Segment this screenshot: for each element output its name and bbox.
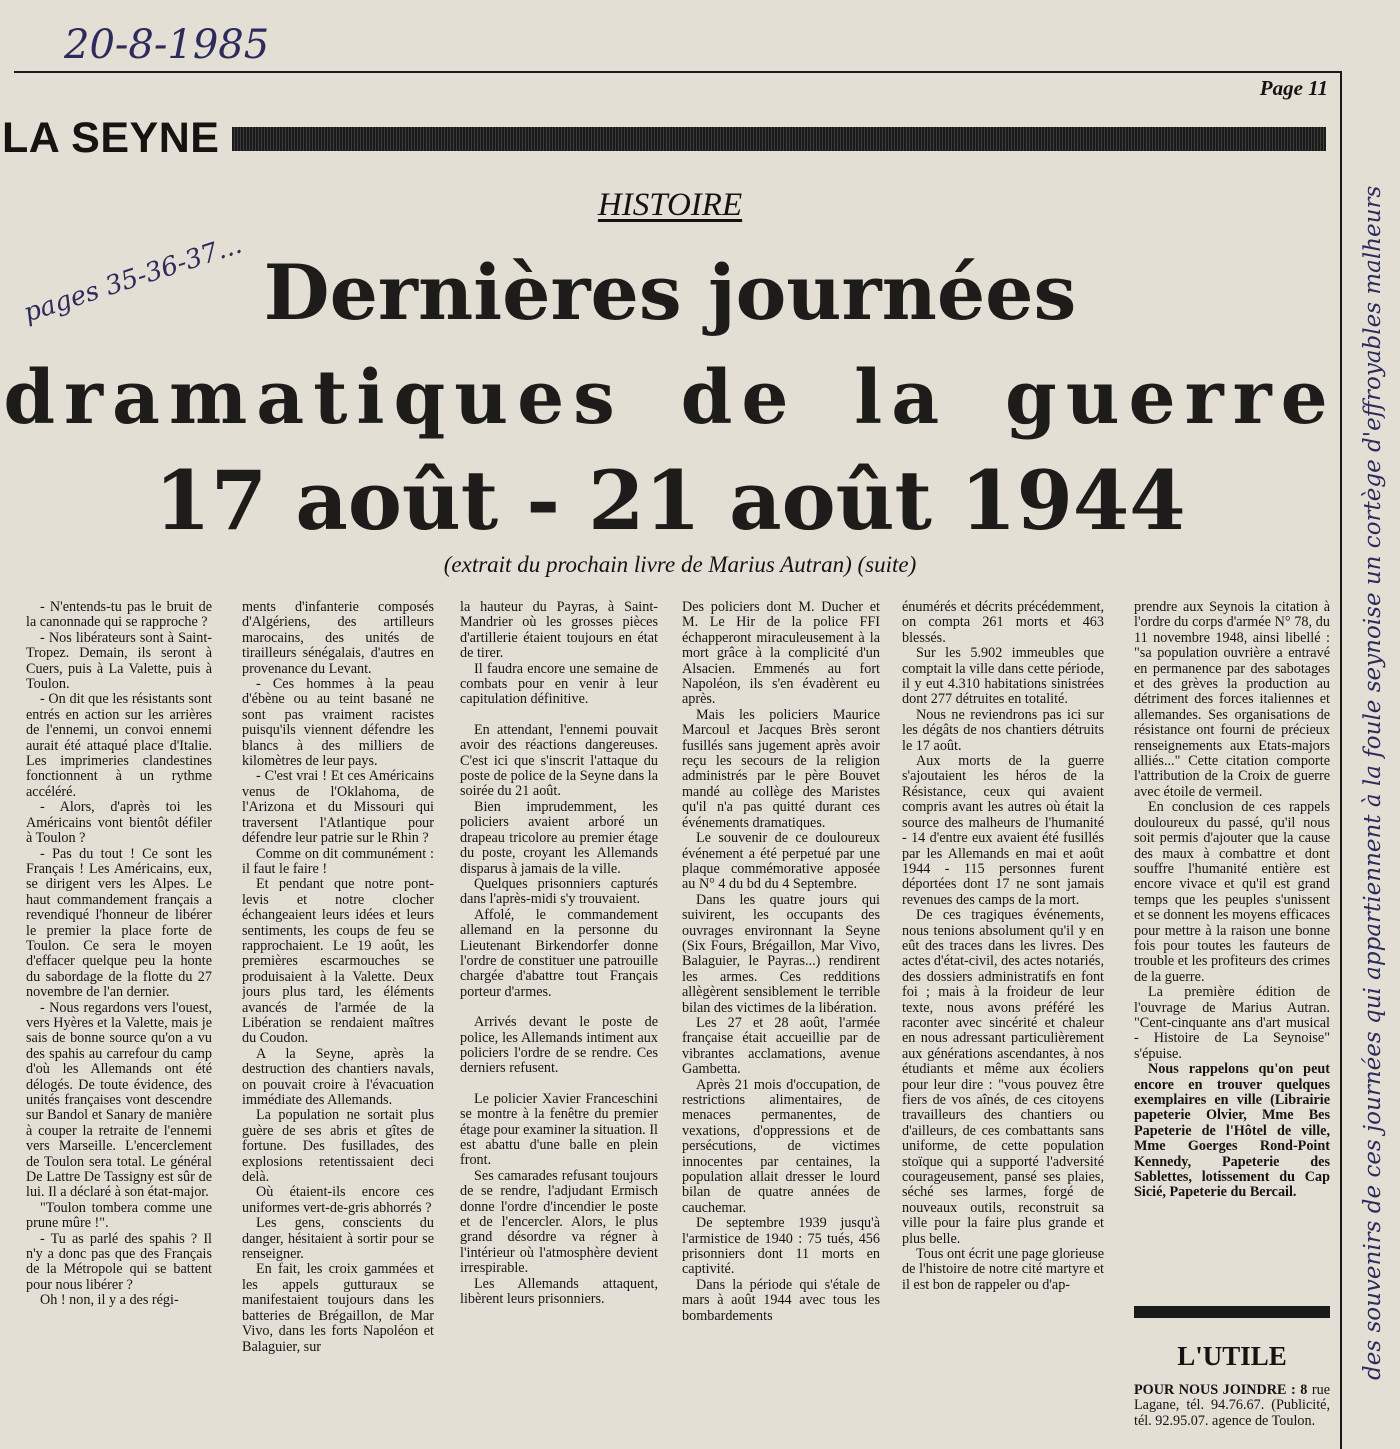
paragraph: Ses camarades refusant toujours de se rendre, l'adjudant Ermisch donne l'ordre d'incendier le poste et de l'encercler. Alors, le plus grand désordre va régner à l'intérieur où l'atmosphère devient irrespirable.: [460, 1167, 658, 1277]
section-bar: [232, 127, 1326, 151]
paragraph: Tous ont écrit une page glorieuse de l'histoire de notre cité martyre et il est bon de rappeler ou d'ap-: [902, 1246, 1104, 1293]
headline-line-1: Dernières journées: [263, 248, 1077, 337]
article-subtitle: (extrait du prochain livre de Marius Autran) (suite): [443, 552, 917, 577]
paragraph: Dans les quatre jours qui suivirent, les occupants des ouvrages environnant la Seyne (Six Fours, Brégaillon, Mar Vivo, Balaguier, le Payras...) rendirent les armes. Ces redditions allègèrent sensiblement le terrible bilan des victimes de la libération.: [682, 891, 880, 1016]
paragraph: - Ces hommes à la peau d'ébène ou au teint basané ne sont pas vraiment racistes puisqu'ils viennent défendre les blancs à des milliers de kilomètres de leur pays.: [242, 676, 434, 770]
paragraph: Les gens, conscients du danger, hésitaient à sortir pour se renseigner.: [242, 1215, 434, 1263]
handwritten-margin-note: des souvenirs de ces journées qui appartiennent à la foule seynoise un cortège d'effroyables malheurs: [1360, 185, 1386, 1380]
paragraph: Quelques prisonniers capturés dans l'après-midi s'y trouvaient.: [460, 875, 658, 908]
paragraph: Affolé, le commandement allemand en la personne du Lieutenant Birkendorfer donne l'ordre de constituer une patrouille chargée d'abattre tout Français porteur d'armes.: [460, 906, 658, 1000]
paragraph: Dans la période qui s'étale de mars à août 1944 avec tous les bombardements: [682, 1276, 880, 1324]
article-kicker: [0, 186, 1340, 224]
paragraph: Et pendant que notre pont-levis et notre clocher échangeaient leurs idées et leurs sentiments, les coups de feu se rapprochaient. Le 19 août, les premières escarmouches se produisaient à la Valette. Deux jours plus tard, les éléments avancés de l'armée de la Libération se rendaient maîtres du Coudon.: [242, 876, 434, 1047]
top-rule: [14, 71, 1342, 73]
paragraph: - Tu as parlé des spahis ? Il n'y a donc pas que des Français de la Métropole qui se battent pour nous libérer ?: [26, 1230, 212, 1293]
paragraph: La première édition de l'ouvrage de Marius Autran. "Cent-cinquante ans d'art musical - Histoire de La Seynoise" s'épuise.: [1134, 984, 1330, 1062]
article-column-3: [460, 600, 658, 1449]
article-column-2: [242, 600, 434, 1449]
paragraph: Oh ! non, il y a des régi-: [40, 1292, 179, 1309]
paragraph: En fait, les croix gammées et les appels gutturaux se manifestaient toujours dans les batteries de Brégaillon, de Mar Vivo, dans les forts Napoléon et Balaguier, sur: [242, 1261, 434, 1355]
paragraph: "Toulon tombera comme une prune mûre !".: [26, 1199, 212, 1232]
paragraph: Il faudra encore une semaine de combats pour en venir à leur capitulation définitive.: [460, 660, 658, 708]
paragraph: Où étaient-ils encore ces uniformes vert-de-gris abhorrés ?: [242, 1184, 434, 1216]
paragraph: Le souvenir de ce douloureux événement a été perpetué par une plaque commémorative apposée au N° 4 du bd du 4 Septembre.: [682, 830, 880, 893]
paragraph: - Nous regardons vers l'ouest, vers Hyères et la Valette, mais je sais de bonne source qu'on a vu des spahis au carrefour du camp d'où les Allemands ont été délogés. De toute évidence, des unités françaises vont descendre sur Bandol et Sanary de manière à couper la retraite de l'ennemi vers Marseille. L'encerclement de Toulon sera total. Le général De Lattre De Tassigny est sûr de lui. Il a déclaré à son état-major.: [26, 999, 212, 1201]
paragraph: Les 27 et 28 août, l'armée française était accueillie par de vibrantes acclamations, avenue Gambetta.: [682, 1014, 880, 1078]
paragraph: En attendant, l'ennemi pouvait avoir des réactions dangereuses. C'est ici que s'inscrit l'attaque du poste de police de la Seyne dans la soirée du 21 août.: [460, 721, 658, 800]
article-column-4: [682, 600, 880, 1449]
article-column-5: [902, 600, 1104, 1449]
section-title: LA SEYNE: [2, 114, 220, 162]
right-rule: [1340, 71, 1342, 1449]
paragraph: la hauteur du Payras, à Saint-Mandrier où les grosses pièces d'artillerie étaient toujours en état de tirer.: [460, 600, 658, 662]
paragraph: énumérés et décrits précédemment, on compta 261 morts et 463 blessés.: [902, 600, 1104, 646]
box-text: [1134, 1383, 1330, 1429]
paragraph: Après 21 mois d'occupation, de restrictions alimentaires, de menaces permanentes, de vexations, d'oppressions et de persécutions, de victimes innocentes par centaines, la population allait dresser le lourd bilan de quatre années de cauchemar.: [682, 1076, 880, 1216]
paragraph: - C'est vrai ! Et ces Américains venus de l'Oklahoma, de l'Arizona et du Missouri qui traversent l'Atlantique pour défendre leur patrie sur le Rhin ?: [242, 768, 434, 847]
paragraph: Sur les 5.902 immeubles que comptait la ville dans cette période, il y eut 4.310 habitations sinistrées dont 277 détruites en totalité.: [902, 645, 1104, 708]
paragraph: - On dit que les résistants sont entrés en action sur les arrières de l'ennemi, un convoi ennemi aurait été attaqué place d'Italie. Les imprimeries clandestines fonctionnent à un rythme accéléré.: [26, 691, 212, 800]
paragraph: Nous rappelons qu'on peut encore en trouver quelques exemplaires en ville (Librairie papeterie Olvier, Mme Bes Papeterie de l'Hôtel de ville, Mme Goerges Rond-Point Kennedy, Papeterie des Sablettes, lotissement du Cap Sicié, Papeterie du Bercail.: [1134, 1061, 1330, 1201]
paragraph: A la Seyne, après la destruction des chantiers navals, on pouvait croire à l'évacuation immédiate des Allemands.: [242, 1045, 434, 1108]
paragraph: - Pas du tout ! Ce sont les Français ! Les Américains, eux, se dirigent vers les Alpes. Le haut commandement français a revendiqué l'honneur de libérer le premier la place forte de Toulon. Ce sera le moyen d'effacer quelque peu la honte du sabordage de la flotte du 27 novembre de l'an dernier.: [26, 845, 212, 1001]
box-title: L'UTILE: [1177, 1341, 1287, 1371]
paragraph: Nous ne reviendrons pas ici sur les dégâts de nos chantiers détruits le 17 août.: [902, 706, 1104, 754]
headline-line-2: dramatiques de la guerre: [3, 355, 1337, 441]
paragraph: - N'entends-tu pas le bruit de la canonnade qui se rapproche ?: [26, 600, 212, 631]
paragraph: De ces tragiques événements, nous tenions absolument qu'il y en eût des traces dans les livres. Des actes d'état-civil, des actes notariés, des dossiers administratifs en font foi ; mais à la froideur de leur texte, nous avons préféré les raconter avec sincérité et chaleur en nous adressant particulièrement aux générations ascendantes, à nos étudiants et même aux écoliers pour leur dire : "vous pouvez être fiers de vos aînés, de ces citoyens travailleurs des chantiers ou d'ailleurs, de ces combattants sans uniforme, de cette population stoïque qui a supporté l'adversité courageusement, pansé ses plaies, séché ses larmes, forgé de nouveaux outils, reconstruit sa ville pour la faire plus grande et plus belle.: [902, 907, 1104, 1247]
paragraph: - Nos libérateurs sont à Saint-Tropez. Demain, ils seront à Cuers, puis à La Valette, puis à Toulon.: [26, 629, 212, 693]
box-label: POUR NOUS JOINDRE : 8: [1134, 1382, 1308, 1398]
article-column-1: [26, 600, 212, 1449]
headline-line-3: 17 août - 21 août 1944: [154, 454, 1186, 549]
handwritten-date: 20-8-1985: [64, 22, 270, 68]
paragraph: Bien imprudemment, les policiers avaient arboré un drapeau tricolore au premier étage du poste, croyant les Allemands disparus à jamais de la ville.: [460, 798, 658, 877]
paragraph: La population ne sortait plus guère de ses abris et gîtes de fortune. Des fusillades, des explosions retentissaient deci delà.: [242, 1107, 434, 1186]
handwritten-page-reference: pages 35-36-37...: [20, 229, 246, 329]
paragraph: Des policiers dont M. Ducher et M. Le Hir de la police FFI échapperont miraculeusement à la mort grâce à la complicité d'un Alsacien. Emmenés au fort Napoléon, ils s'en évadèrent eu après.: [682, 600, 880, 708]
kicker-text: HISTOIRE: [597, 187, 743, 223]
paragraph: - Alors, d'après toi les Américains vont bientôt défiler à Toulon ?: [26, 799, 212, 847]
paragraph: Comme on dit communément : il faut le faire !: [242, 845, 434, 877]
paragraph: Le policier Xavier Franceschini se montre à la fenêtre du premier étage pour examiner la situation. Il est abattu d'une balle en plein front.: [460, 1090, 658, 1169]
page-number: Page 11: [1259, 76, 1328, 100]
article-column-6: [1134, 600, 1330, 1300]
paragraph: Mais les policiers Maurice Marcoul et Jacques Brès seront fusillés sans jugement après avoir reçu les secours de la religion administrés par le père Bouvet mandé au collège des Maristes qu'il n'a pas quitté durant ces événements dramatiques.: [682, 706, 880, 831]
paragraph: ments d'infanterie composés d'Algériens, des artilleurs marocains, des unités de tirailleurs sénégalais, d'autres en provenance du Levant.: [242, 600, 434, 677]
box-rule: [1134, 1306, 1330, 1318]
paragraph: Les Allemands attaquent, libèrent leurs prisonniers.: [460, 1275, 658, 1308]
box-contact: rue Lagane, tél. 94.76.67. (Publicité, tél. 92.95.07. agence de Toulon.: [1134, 1382, 1331, 1429]
paragraph: Arrivés devant le poste de police, les Allemands intiment aux policiers l'ordre de se rendre. Ces derniers refusent.: [460, 1014, 658, 1077]
paragraph: Aux morts de la guerre s'ajoutaient les héros de la Résistance, ceux qui avaient compris avant les autres où était la source des malheurs de l'humanité - 14 d'entre eux avaient été fusillés par les Allemands en mai et août 1944 - 115 personnes furent déportées dont 17 ne sont jamais revenues des camps de la mort.: [902, 753, 1104, 908]
paragraph: De septembre 1939 jusqu'à l'armistice de 1940 : 75 tués, 456 prisonniers dont 11 morts en captivité.: [682, 1215, 880, 1278]
paragraph: En conclusion de ces rappels douloureux du passé, qu'il nous soit permis d'ajouter que la cause des maux à combattre et dont souffre l'humanité entière est encore vivace et qu'il est grand temps que les peuples s'unissent et se donnent les moyens efficaces pour mettre à la raison une bonne fois pour toutes les fauteurs de trouble et les profiteurs des crimes de la guerre.: [1134, 799, 1330, 985]
paragraph: prendre aux Seynois la citation à l'ordre du corps d'armée N° 78, du 11 novembre 1948, ainsi libellé : "sa population ouvrière a entravé en permanence par des sabotages et des grèves la production au détriment des forces italiennes et allemandes. Ses organisations de résistance ont fourni de précieux renseignements aux Etats-majors alliés..." Cette citation comporte l'attribution de la Croix de guerre avec étoile de vermeil.: [1134, 600, 1330, 800]
